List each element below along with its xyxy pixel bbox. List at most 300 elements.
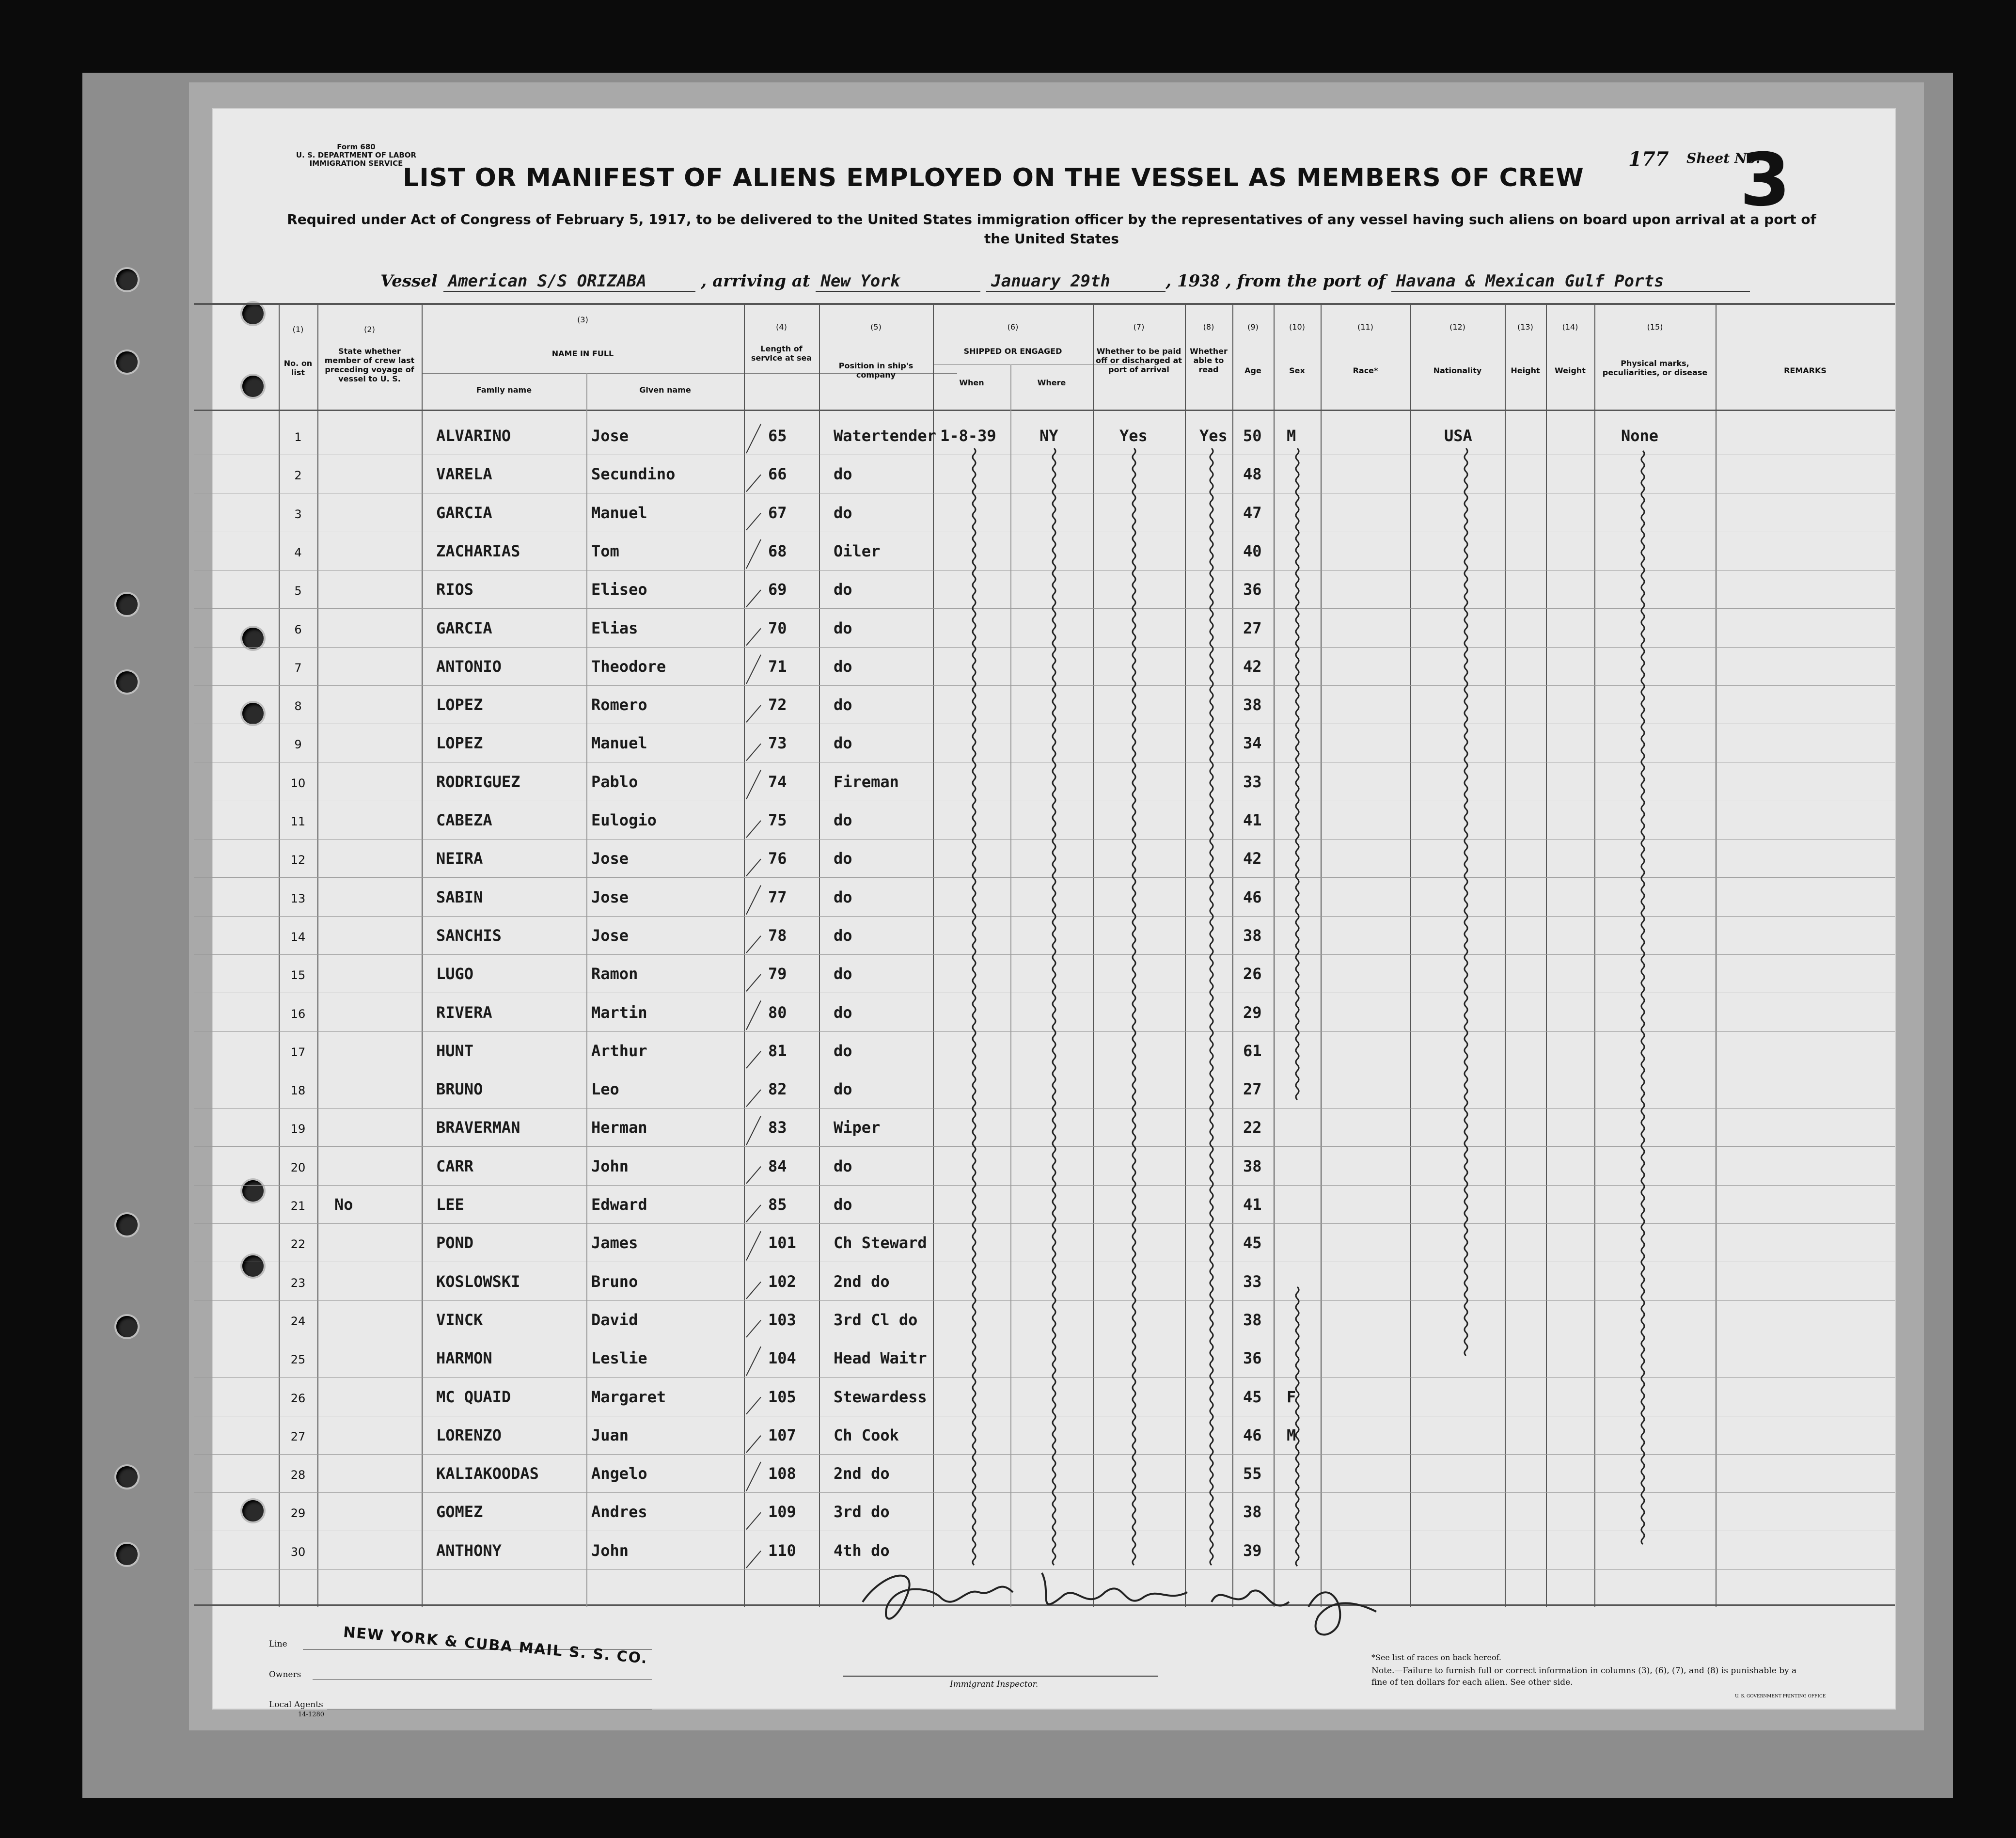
cell-service: 84 xyxy=(768,1157,787,1175)
cell-age: 33 xyxy=(1243,772,1262,791)
col7-header: Whether to be paid off or discharged at port of arrival xyxy=(1096,347,1182,374)
cell-position: do xyxy=(834,1195,852,1214)
line-label: Line xyxy=(269,1639,287,1649)
cell-age: 42 xyxy=(1243,657,1262,676)
check-mark xyxy=(746,1397,761,1414)
cell-service: 70 xyxy=(768,618,787,637)
ditto-mark xyxy=(1465,448,1467,1356)
cell-no: 4 xyxy=(294,545,302,559)
from-label: , from the port of xyxy=(1226,271,1386,291)
cell-service: 108 xyxy=(768,1464,796,1483)
cell-position: do xyxy=(834,618,852,637)
check-mark xyxy=(746,936,761,953)
cell-given: John xyxy=(591,1157,629,1175)
check-mark xyxy=(746,1512,761,1529)
check-mark xyxy=(746,1090,761,1107)
cell-read: Yes xyxy=(1199,427,1228,445)
col10-number: (10) xyxy=(1289,322,1305,332)
cell-given: Tom xyxy=(591,541,619,560)
check-mark xyxy=(746,770,761,799)
binder-hole-3 xyxy=(116,594,138,615)
check-mark xyxy=(746,821,761,838)
cell-family: CABEZA xyxy=(436,811,492,829)
col13-number: (13) xyxy=(1517,322,1533,332)
cell-no: 12 xyxy=(290,853,306,867)
cell-age: 38 xyxy=(1243,926,1262,945)
cell-service: 101 xyxy=(768,1234,796,1252)
check-mark xyxy=(746,1320,761,1337)
col8-header: Whether able to read xyxy=(1190,347,1228,374)
cell-no: 23 xyxy=(290,1276,306,1290)
cell-no: 8 xyxy=(294,699,302,713)
cell-given: Andres xyxy=(591,1503,647,1521)
col3-header: NAME IN FULL xyxy=(551,349,614,358)
check-mark xyxy=(746,1231,761,1260)
cell-given: Bruno xyxy=(591,1272,638,1291)
company-stamp: NEW YORK & CUBA MAIL S. S. CO. xyxy=(342,1624,649,1667)
cell-service: 105 xyxy=(768,1387,796,1406)
inspector-line xyxy=(843,1676,1158,1677)
cell-age: 33 xyxy=(1243,1272,1262,1291)
form-service: IMMIGRATION SERVICE xyxy=(309,159,403,168)
cell-given: David xyxy=(591,1310,638,1329)
cell-position: do xyxy=(834,465,852,484)
cell-family: POND xyxy=(436,1234,474,1252)
cell-position: 2nd do xyxy=(834,1272,890,1291)
cell-sex: F xyxy=(1287,1387,1296,1406)
binder-hole-8 xyxy=(116,1544,138,1565)
cell-no: 2 xyxy=(294,469,302,483)
cell-position: do xyxy=(834,1157,852,1175)
cell-service: 82 xyxy=(768,1080,787,1099)
cell-given: Secundino xyxy=(591,465,676,484)
cell-family: NEIRA xyxy=(436,849,483,868)
cell-no: 28 xyxy=(290,1468,306,1482)
col4-header: Length of service at sea xyxy=(751,344,812,363)
from-port: Havana & Mexican Gulf Ports xyxy=(1391,271,1750,292)
cell-service: 85 xyxy=(768,1195,787,1214)
cell-service: 83 xyxy=(768,1118,787,1137)
cell-no: 24 xyxy=(290,1314,306,1328)
cell-given: Jose xyxy=(591,427,629,445)
cell-position: do xyxy=(834,849,852,868)
col4-number: (4) xyxy=(776,322,787,332)
cell-no: 10 xyxy=(290,776,306,790)
cell-given: Manuel xyxy=(591,503,647,522)
col2-header: State whether member of crew last preceding voyage of vessel to U. S. xyxy=(324,347,415,383)
cell-age: 46 xyxy=(1243,887,1262,906)
cell-given: Margaret xyxy=(591,1387,666,1406)
cell-no: 14 xyxy=(290,930,306,944)
cell-service: 67 xyxy=(768,503,787,522)
cell-no: 13 xyxy=(290,891,306,905)
cell-position: do xyxy=(834,696,852,714)
col15-number: (15) xyxy=(1647,322,1663,332)
cell-position: do xyxy=(834,580,852,599)
cell-position: Ch Steward xyxy=(834,1234,927,1252)
cell-given: Angelo xyxy=(591,1464,647,1483)
col5-header: Position in ship's company xyxy=(838,361,914,380)
cell-service: 102 xyxy=(768,1272,796,1291)
cell-no: 16 xyxy=(290,1007,306,1021)
cell-service: 110 xyxy=(768,1541,796,1560)
cell-no: 15 xyxy=(290,968,306,982)
inspector-label: Immigrant Inspector. xyxy=(950,1680,1039,1689)
cell-given: Juan xyxy=(591,1426,629,1444)
cell-family: GOMEZ xyxy=(436,1503,483,1521)
cell-age: 61 xyxy=(1243,1041,1262,1060)
cell-family: BRAVERMAN xyxy=(436,1118,520,1137)
col12-number: (12) xyxy=(1449,322,1465,332)
arriving-port: New York xyxy=(816,271,980,292)
cell-given: Eliseo xyxy=(591,580,647,599)
cell-age: 47 xyxy=(1243,503,1262,522)
race-note: *See list of races on back hereof. xyxy=(1371,1653,1502,1662)
binder-hole-5 xyxy=(116,1214,138,1236)
cell-position: Wiper xyxy=(834,1118,881,1137)
where-header: Where xyxy=(1037,378,1066,387)
cell-service: 75 xyxy=(768,811,787,829)
cell-nationality: USA xyxy=(1444,427,1472,445)
cell-no: 17 xyxy=(290,1045,306,1059)
cell-no: 20 xyxy=(290,1160,306,1174)
cell-given: Martin xyxy=(591,1003,647,1022)
cell-given: Romero xyxy=(591,696,647,714)
ditto-mark xyxy=(1210,448,1213,1565)
binder-hole-6 xyxy=(116,1316,138,1337)
cell-family: LOPEZ xyxy=(436,696,483,714)
check-mark xyxy=(746,974,761,991)
cell-position: 2nd do xyxy=(834,1464,890,1483)
cell-no: 1 xyxy=(294,430,302,444)
agents-code: 14-1280 xyxy=(298,1711,325,1718)
cell-position: do xyxy=(834,657,852,676)
cell-age: 38 xyxy=(1243,1310,1262,1329)
year-prefix: , 19 xyxy=(1166,271,1200,291)
cell-age: 46 xyxy=(1243,1426,1262,1444)
sheet-number: 3 xyxy=(1740,138,1791,222)
cell-service: 80 xyxy=(768,1003,787,1022)
cell-age: 41 xyxy=(1243,1195,1262,1214)
binder-hole-4 xyxy=(116,671,138,693)
cell-age: 45 xyxy=(1243,1234,1262,1252)
cell-family: RIOS xyxy=(436,580,474,599)
when-header: When xyxy=(959,378,984,387)
cell-family: VARELA xyxy=(436,465,492,484)
cell-age: 34 xyxy=(1243,734,1262,753)
binder-hole-2 xyxy=(116,351,138,373)
col6-number: (6) xyxy=(1007,322,1019,332)
check-mark xyxy=(746,1116,761,1145)
cell-family: ALVARINO xyxy=(436,427,511,445)
cell-given: Herman xyxy=(591,1118,647,1137)
cell-given: Pablo xyxy=(591,772,638,791)
cell-sex: M xyxy=(1287,1426,1296,1444)
ditto-mark xyxy=(1133,448,1135,1565)
cell-age: 29 xyxy=(1243,1003,1262,1022)
arriving-label: , arriving at xyxy=(701,271,810,291)
printer-mark: U. S. GOVERNMENT PRINTING OFFICE xyxy=(1735,1694,1826,1699)
cell-age: 38 xyxy=(1243,1503,1262,1521)
cell-given: Theodore xyxy=(591,657,666,676)
cell-given: Manuel xyxy=(591,734,647,753)
form-department: U. S. DEPARTMENT OF LABOR xyxy=(296,151,417,159)
cell-no: 30 xyxy=(290,1545,306,1559)
cell-service: 72 xyxy=(768,696,787,714)
check-mark xyxy=(746,1205,761,1222)
col11-header: Race* xyxy=(1353,366,1378,375)
cell-given: Arthur xyxy=(591,1041,647,1060)
cell-position: 3rd Cl do xyxy=(834,1310,918,1329)
cell-given: Jose xyxy=(591,887,629,906)
cell-age: 48 xyxy=(1243,465,1262,484)
cell-service: 73 xyxy=(768,734,787,753)
ditto-marks xyxy=(213,109,1895,1709)
cell-position: Fireman xyxy=(834,772,899,791)
cell-family: SABIN xyxy=(436,887,483,906)
cell-service: 77 xyxy=(768,887,787,906)
col1-header: No. on list xyxy=(284,359,313,377)
manifest-sheet xyxy=(213,109,1895,1718)
inspector-signature xyxy=(853,1544,1580,1646)
ditto-mark xyxy=(973,448,976,1565)
ditto-mark xyxy=(1053,448,1055,1565)
col8-number: (8) xyxy=(1203,322,1214,332)
col1-number: (1) xyxy=(292,325,304,334)
penalty-note: Note.—Failure to furnish full or correct information in columns (3), (6), (7), and (8) is punishable by a fine of ten dollars for each alien. See other side. xyxy=(1371,1666,1797,1687)
check-mark xyxy=(746,475,761,491)
cell-given: John xyxy=(591,1541,629,1560)
col3-number: (3) xyxy=(577,315,588,324)
cell-position: do xyxy=(834,734,852,753)
check-mark xyxy=(746,886,761,915)
cell-service: 74 xyxy=(768,772,787,791)
col9-header: Age xyxy=(1244,366,1261,375)
col12-header: Nationality xyxy=(1433,366,1482,375)
page-number: 177 xyxy=(1628,148,1669,171)
cell-position: 4th do xyxy=(834,1541,890,1560)
cell-position: do xyxy=(834,1003,852,1022)
cell-age: 26 xyxy=(1243,965,1262,983)
cell-service: 107 xyxy=(768,1426,796,1444)
cell-no: 6 xyxy=(294,622,302,636)
cell-family: LOPEZ xyxy=(436,734,483,753)
col10-header: Sex xyxy=(1289,366,1305,375)
check-mark xyxy=(746,744,761,761)
check-mark xyxy=(746,655,761,684)
cell-position: Stewardess xyxy=(834,1387,927,1406)
sheet-label: Sheet No. xyxy=(1686,150,1761,166)
cell-no: 3 xyxy=(294,507,302,521)
cell-age: 40 xyxy=(1243,541,1262,560)
cell-age: 38 xyxy=(1243,1157,1262,1175)
cell-position: 3rd do xyxy=(834,1503,890,1521)
col9-number: (9) xyxy=(1247,322,1259,332)
arrival-year: 38 xyxy=(1200,271,1220,291)
cell-position: Watertender xyxy=(834,427,936,445)
cell-position: Oiler xyxy=(834,541,881,560)
cell-family: GARCIA xyxy=(436,618,492,637)
cell-family: KOSLOWSKI xyxy=(436,1272,520,1291)
cell-age: 50 xyxy=(1243,427,1262,445)
cell-given: Leslie xyxy=(591,1349,647,1368)
cell-position: Head Waitr xyxy=(834,1349,927,1368)
cell-no: 11 xyxy=(290,815,306,828)
vessel-label: Vessel xyxy=(380,271,438,291)
check-mark xyxy=(746,1282,761,1299)
col7-number: (7) xyxy=(1133,322,1145,332)
cell-service: 69 xyxy=(768,580,787,599)
cell-service: 79 xyxy=(768,965,787,983)
check-mark xyxy=(746,859,761,876)
cell-service: 104 xyxy=(768,1349,796,1368)
cell-family: GARCIA xyxy=(436,503,492,522)
binder-hole-1 xyxy=(116,269,138,290)
check-mark xyxy=(746,1462,761,1491)
cell-given: Eulogio xyxy=(591,811,657,829)
cell-family: HUNT xyxy=(436,1041,474,1060)
cell-service: 65 xyxy=(768,427,787,445)
cell-position: do xyxy=(834,965,852,983)
cell-age: 38 xyxy=(1243,696,1262,714)
cell-family: ANTONIO xyxy=(436,657,502,676)
cell-service: 68 xyxy=(768,541,787,560)
cell-service: 66 xyxy=(768,465,787,484)
owners-label: Owners xyxy=(269,1670,301,1680)
cell-no: 5 xyxy=(294,584,302,598)
cell-family: LUGO xyxy=(436,965,474,983)
check-mark xyxy=(746,513,761,530)
cell-no: 18 xyxy=(290,1084,306,1098)
cell-given: Leo xyxy=(591,1080,619,1099)
check-mark xyxy=(746,539,761,569)
cell-position: do xyxy=(834,1080,852,1099)
cell-no: 27 xyxy=(290,1429,306,1443)
binder-hole-7 xyxy=(116,1466,138,1488)
cell-family: VINCK xyxy=(436,1310,483,1329)
cell-age: 55 xyxy=(1243,1464,1262,1483)
cell-given: Edward xyxy=(591,1195,647,1214)
cell-age: 27 xyxy=(1243,618,1262,637)
cell-age: 36 xyxy=(1243,580,1262,599)
col13-header: Height xyxy=(1511,366,1540,375)
cell-position: do xyxy=(834,926,852,945)
cell-given: Jose xyxy=(591,926,629,945)
cell-age: 27 xyxy=(1243,1080,1262,1099)
agents-label: Local Agents xyxy=(269,1700,323,1710)
cell-where: NY xyxy=(1040,427,1058,445)
cell-age: 45 xyxy=(1243,1387,1262,1406)
check-mark xyxy=(746,629,761,646)
cell-family: LORENZO xyxy=(436,1426,502,1444)
cell-family: RIVERA xyxy=(436,1003,492,1022)
remarks-header: REMARKS xyxy=(1784,366,1827,375)
col5-number: (5) xyxy=(870,322,882,332)
cell-family: BRUNO xyxy=(436,1080,483,1099)
cell-marks: None xyxy=(1621,427,1659,445)
check-mark xyxy=(746,1001,761,1030)
cell-family: ZACHARIAS xyxy=(436,541,520,560)
col2-number: (2) xyxy=(364,325,375,334)
cell-no: 22 xyxy=(290,1237,306,1252)
cell-given: Ramon xyxy=(591,965,638,983)
cell-family: SANCHIS xyxy=(436,926,502,945)
cell-prev: No xyxy=(334,1195,353,1214)
cell-family: LEE xyxy=(436,1195,464,1214)
cell-age: 42 xyxy=(1243,849,1262,868)
col14-number: (14) xyxy=(1562,322,1578,332)
check-mark xyxy=(746,1347,761,1376)
cell-no: 9 xyxy=(294,738,302,752)
cell-service: 109 xyxy=(768,1503,796,1521)
check-mark xyxy=(746,1436,761,1453)
cell-no: 26 xyxy=(290,1391,306,1405)
page-title: LIST OR MANIFEST OF ALIENS EMPLOYED ON THE VESSEL AS MEMBERS OF CREW xyxy=(403,163,1584,192)
cell-no: 7 xyxy=(294,661,302,675)
col11-number: (11) xyxy=(1357,322,1373,332)
cell-family: RODRIGUEZ xyxy=(436,772,520,791)
col14-header: Weight xyxy=(1555,366,1586,375)
cell-family: KALIAKOODAS xyxy=(436,1464,539,1483)
cell-service: 76 xyxy=(768,849,787,868)
cell-family: MC QUAID xyxy=(436,1387,511,1406)
cell-service: 103 xyxy=(768,1310,796,1329)
given-name-header: Given name xyxy=(639,385,691,395)
cell-given: Jose xyxy=(591,849,629,868)
cell-service: 81 xyxy=(768,1041,787,1060)
check-mark xyxy=(746,1051,761,1068)
cell-given: Elias xyxy=(591,618,638,637)
cell-age: 36 xyxy=(1243,1349,1262,1368)
cell-sex: M xyxy=(1287,427,1296,445)
cell-family: CARR xyxy=(436,1157,474,1175)
cell-position: do xyxy=(834,1041,852,1060)
cell-position: do xyxy=(834,811,852,829)
col6-header: SHIPPED OR ENGAGED xyxy=(963,347,1062,356)
cell-position: do xyxy=(834,503,852,522)
cell-no: 29 xyxy=(290,1506,306,1521)
cell-no: 19 xyxy=(290,1122,306,1136)
cell-no: 21 xyxy=(290,1199,306,1213)
form-number: Form 680 xyxy=(337,143,376,151)
col15-header: Physical marks, peculiarities, or disease xyxy=(1602,359,1708,377)
cell-no: 25 xyxy=(290,1353,306,1367)
cell-service: 78 xyxy=(768,926,787,945)
ditto-mark xyxy=(1641,451,1644,1544)
crew-table xyxy=(213,109,1895,1709)
check-mark xyxy=(746,1167,761,1184)
cell-given: James xyxy=(591,1234,638,1252)
check-mark xyxy=(746,590,761,607)
cell-paid: Yes xyxy=(1119,427,1148,445)
page-subtitle: Required under Act of Congress of February 5, 1917, to be delivered to the United States immigration officer by the representatives of any vessel having such aliens on board upon arrival at a port of the United States xyxy=(287,211,1816,247)
cell-family: HARMON xyxy=(436,1349,492,1368)
ditto-mark xyxy=(1296,1287,1299,1566)
cell-position: Ch Cook xyxy=(834,1426,899,1444)
cell-position: do xyxy=(834,887,852,906)
cell-service: 71 xyxy=(768,657,787,676)
vessel-name: American S/S ORIZABA xyxy=(443,271,695,292)
check-mark xyxy=(746,424,761,453)
cell-age: 22 xyxy=(1243,1118,1262,1137)
check-mark xyxy=(746,1551,761,1568)
cell-when: 1-8-39 xyxy=(940,427,996,445)
cell-family: ANTHONY xyxy=(436,1541,502,1560)
cell-age: 41 xyxy=(1243,811,1262,829)
check-mark xyxy=(746,705,761,722)
cell-age: 39 xyxy=(1243,1541,1262,1560)
arrival-date: January 29th xyxy=(986,271,1166,292)
